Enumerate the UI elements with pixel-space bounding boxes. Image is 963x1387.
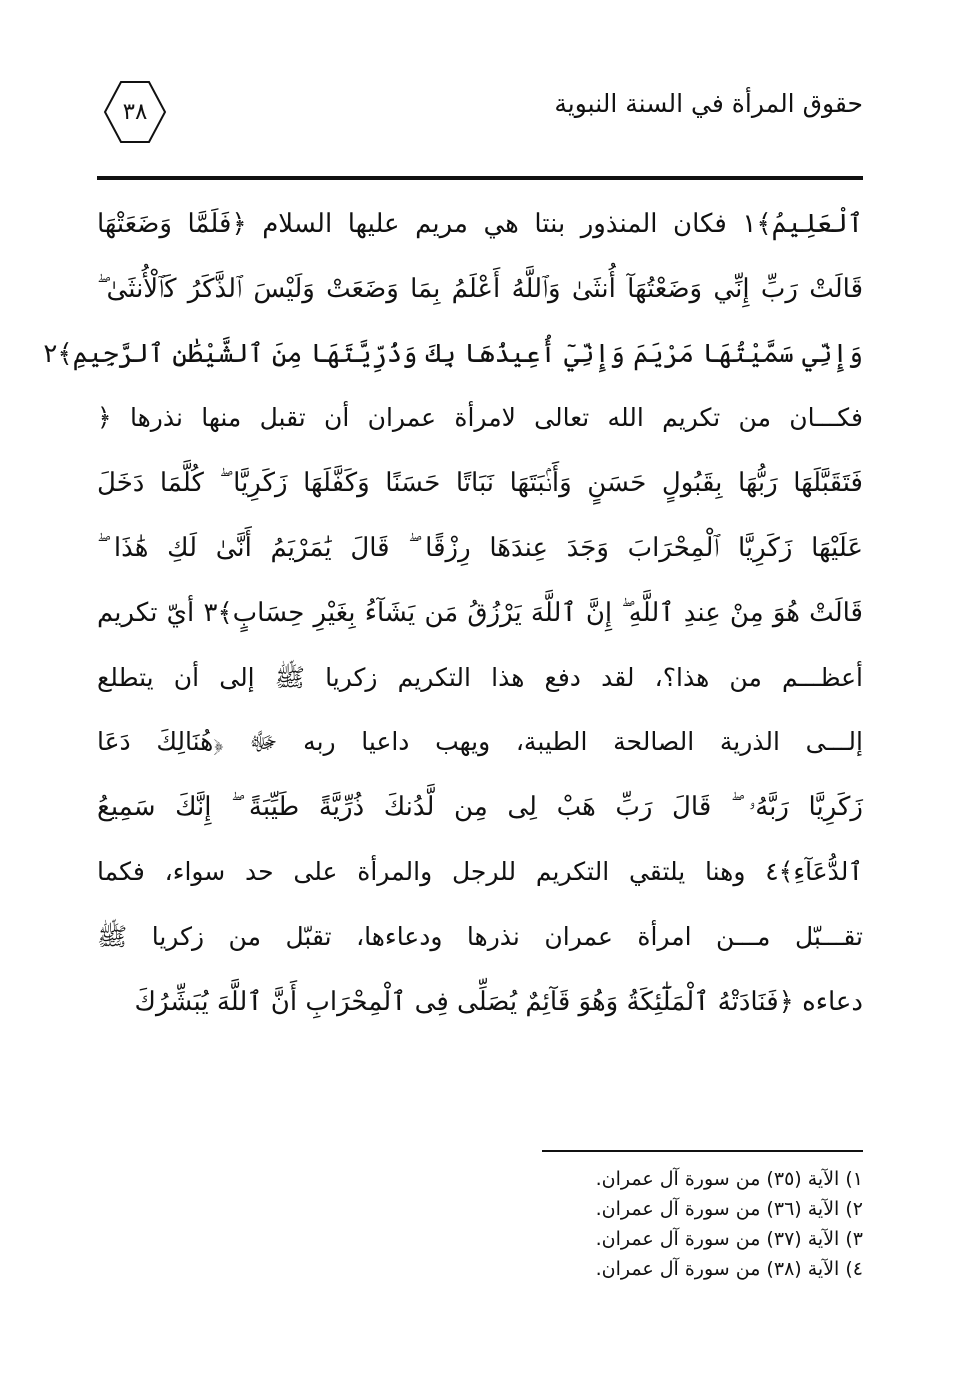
footnotes [596, 1164, 863, 1284]
footnote: ٣) الآية (٣٧) من سورة آل عمران. [595, 1228, 863, 1250]
text-line: تقـــبّل مـــن امرأة عمران نذرها ودعاءها، تقبّل من زكريا ﷺ [97, 921, 863, 951]
footnote: ٤) الآية (٣٨) من سورة آل عمران. [595, 1258, 863, 1280]
text-line: أعظـــم من هذا؟، لقد دفع هذا التكريم زكريا ﷺ إلى أن يتطلع [97, 662, 863, 692]
page-number: ٣٨ [122, 99, 148, 125]
header-divider [97, 176, 863, 180]
page-header [97, 72, 863, 182]
main-text [43, 192, 863, 1034]
text-line: ٱلْعَلِيمُ﴾١ فكان المنذور بنتا هي مريم عليها السلام ﴿فَلَمَّا وَضَعَتْهَا [97, 209, 863, 239]
text-line: قَالَتْ هُوَ مِنْ عِندِ ٱللَّهِ ۖ إِنَّ ٱللَّهَ يَرْزُقُ مَن يَشَآءُ بِغَيْرِ حِسَابٍ﴾٣ أيّ تكريم [97, 597, 863, 628]
text-line: فكـــان من تكريم الله تعالى لامرأة عمران أن تقبل منها نذرها ﴿ [97, 403, 863, 433]
text-line: وَإِنِّي سَمَّيْتُهَا مَرْيَمَ وَإِنِّيٓ أُعِيذُهَا بِكَ وَذُرِّيَّتَهَا مِنَ ٱلشَّيْطَٰنِ ٱلرَّجِيمِ﴾٢ [43, 338, 863, 369]
text-line: عَلَيْهَا زَكَرِيَّا ٱلْمِحْرَابَ وَجَدَ عِندَهَا رِزْقًا ۖ قَالَ يَٰمَرْيَمُ أَنَّىٰ لَكِ هَٰذَا ۖ [97, 532, 863, 563]
text-line: ٱلدُّعَآءِ﴾٤ وهنا يلتقي التكريم للرجل والمرأة على حد سواء، فكما [97, 856, 863, 886]
text-line: إلـــى الذرية الصالحة الطيبة، ويهب داعيا ربه ﷻ ﴿هُنَالِكَ دَعَا [97, 727, 863, 757]
text-line: فَتَقَبَّلَهَا رَبُّهَا بِقَبُولٍ حَسَنٍ وَأَنۢبَتَهَا نَبَاتًا حَسَنًا وَكَفَّلَهَا زَكَرِيَّا ۖ كُلَّمَا دَخَلَ [97, 468, 863, 499]
text-line: دعاءه ﴿فَنَادَتْهُ ٱلْمَلَٰٓئِكَةُ وَهُوَ قَآئِمٌ يُصَلِّى فِى ٱلْمِحْرَابِ أَنَّ ٱللَّهَ يُبَشِّرُكَ [134, 986, 863, 1017]
footnote: ١) الآية (٣٥) من سورة آل عمران. [595, 1168, 863, 1190]
footnote-divider [542, 1150, 863, 1152]
text-line: زَكَرِيَّا رَبَّهُۥ ۖ قَالَ رَبِّ هَبْ لِى مِن لَّدُنكَ ذُرِّيَّةً طَيِّبَةً ۖ إِنَّكَ سَمِيعُ [97, 792, 863, 823]
footnote: ٢) الآية (٣٦) من سورة آل عمران. [595, 1198, 863, 1220]
running-title: حقوق المرأة في السنة النبوية [554, 89, 863, 118]
text-line: قَالَتْ رَبِّ إِنِّي وَضَعْتُهَآ أُنثَىٰ وَٱللَّهُ أَعْلَمُ بِمَا وَضَعَتْ وَلَيْسَ ٱلذَّكَرُ كَٱلْأُنثَىٰ ۖ [97, 273, 863, 304]
page-number-badge [101, 78, 169, 146]
